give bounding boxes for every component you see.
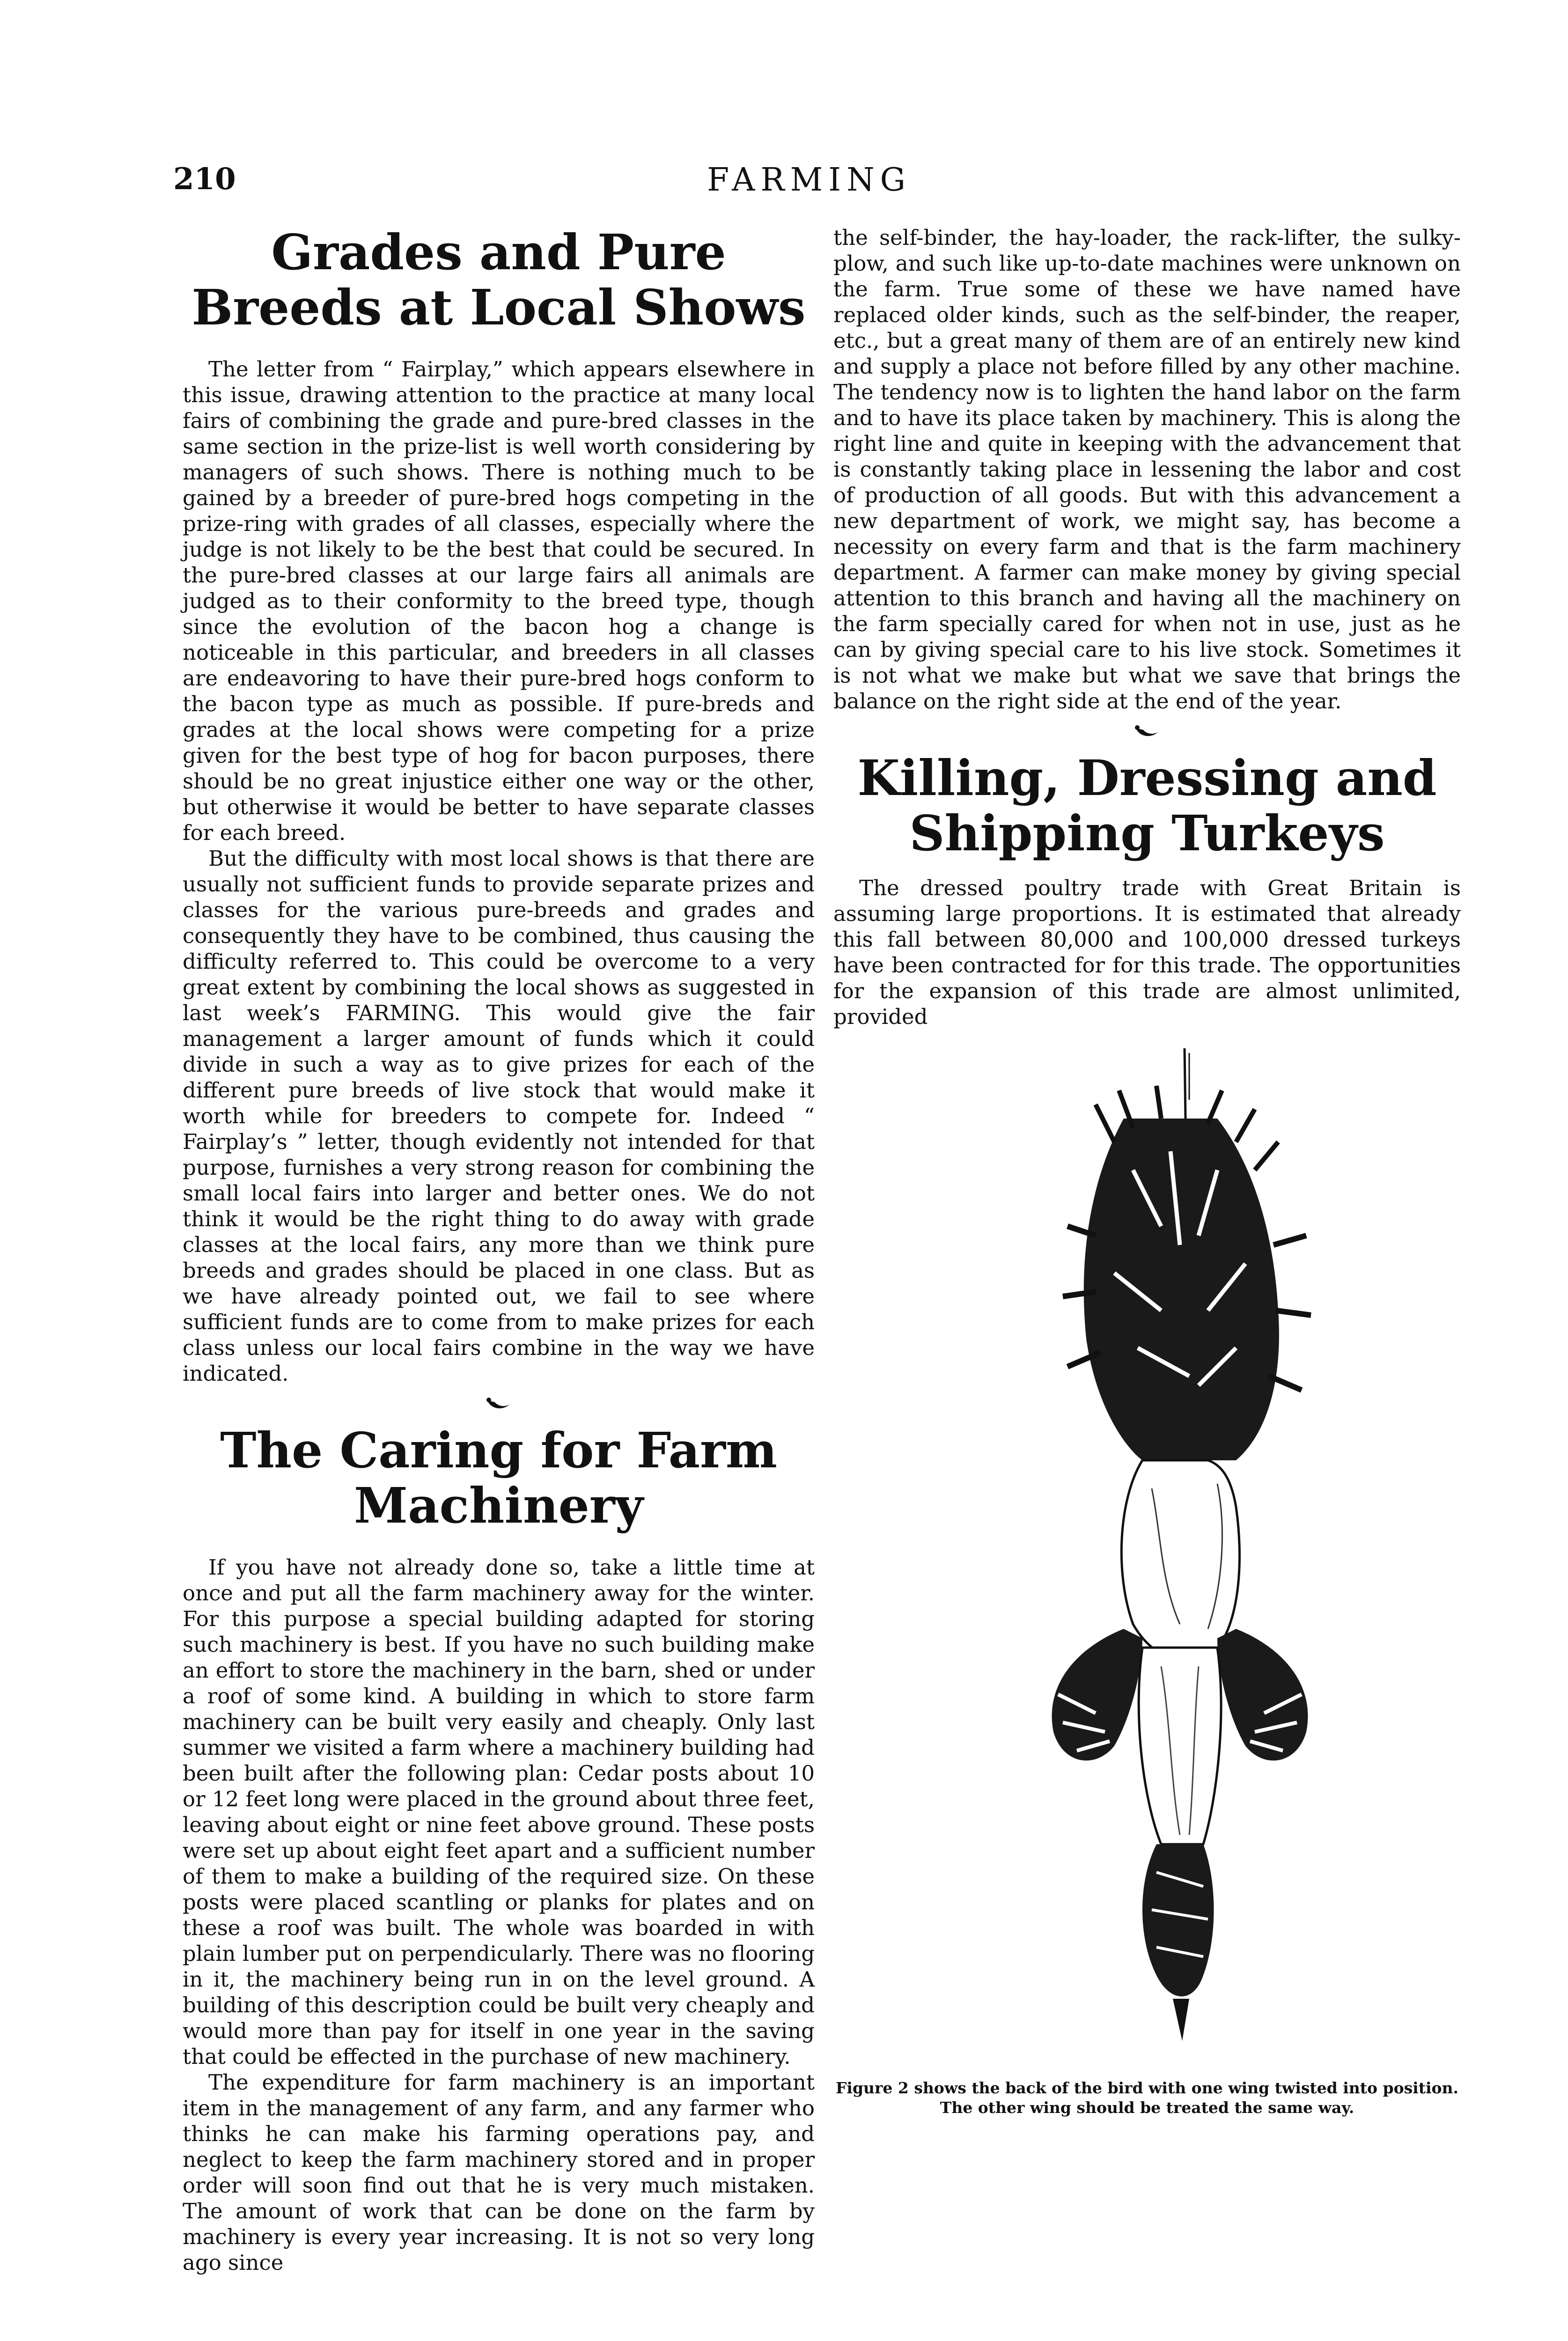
article-paragraph: The letter from “ Fairplay,” which appears elsewhere in this issue, drawing attention to the practice at many local fairs of combining the grade and pure-bred classes in the same section in the prize-list is well worth considering by managers of such shows. There is nothing much to be gained by a breeder of pure-bred hogs competing in the prize-ring with grades of all classes, especially where the judge is not likely to be the best that could be secured. In the pure-bred classes at our large fairs all animals are judged as to their conformity to the breed type, though since the evolution of the bacon hog a change is noticeable in this particular, and breeders in all classes are endeavoring to have their pure-bred hogs conform to the bacon type as much as possible. If pure-breds and grades at the local shows were competing for a prize given for the best type of hog for bacon purposes, there should be no great injustice either one way or the other, but otherwise it would be better to have separate classes for each breed.	[183, 357, 815, 845]
hanging-turkey-illustration	[833, 1048, 1461, 2074]
article-title-turkeys: Killing, Dressing and Shipping Turkeys	[857, 749, 1437, 862]
figure-caption: Figure 2 shows the back of the bird with one wing twisted into position. The other wing should be treated the same way.	[836, 2079, 1458, 2117]
right-column	[833, 225, 1461, 2118]
article-title-grades: Grades and Pure Breeds at Local Shows	[191, 223, 806, 336]
article-continuation: the self-binder, the hay-loader, the rack-lifter, the sulky-plow, and such like up-to-date machines were unknown on the farm. True some of these we have named have replaced older kinds, such as the self-binder, the reaper, etc., but a great many of them are of an entirely new kind and supply a place not before filled by any other machine. The tendency now is to lighten the hand labor on the farm and to have its place taken by machinery. This is along the right line and quite in keeping with the advancement that is constantly taking place in lessening the labor and cost of production of all goods. But with this advancement a new department of work, we might say, has become a necessity on every farm and that is the farm machinery department. A farmer can make money by giving special attention to this branch and having all the machinery on the farm specially cared for when not in use, just as he can by giving special care to his live stock. Sometimes it is not what we make but what we save that brings the balance on the right side at the end of the year.	[833, 225, 1461, 714]
running-title: FARMING	[707, 162, 911, 199]
left-column	[183, 225, 815, 2275]
article-paragraph: If you have not already done so, take a little time at once and put all the farm machinery away for the winter. For this purpose a special building adapted for storing such machinery is best. If you have no such building make an effort to store the machinery in the barn, shed or under a roof of some kind. A building in which to store farm machinery can be built very easily and cheaply. Only last summer we visited a farm where a machinery building had been built after the following plan: Cedar posts about 10 or 12 feet long were placed in the ground about three feet, leaving about eight or nine feet above ground. These posts were set up about eight feet apart and a sufficient number of them to make a building of the required size. On these posts were placed scantling or planks for plates and on these a roof was built. The whole was boarded in with plain lumber put on perpendicularly. There was no flooring in it, the machinery being run in on the level ground. A building of this description could be built very cheaply and would more than pay for itself in one year in the saving that could be effected in the purchase of new machinery.	[183, 1555, 815, 2069]
section-ornament-icon	[1133, 724, 1161, 740]
section-ornament-icon	[485, 1397, 513, 1413]
article-paragraph: But the difficulty with most local shows is that there are usually not sufficient funds to provide separate prizes and classes for the various pure-breeds and grades and consequently they have to be combined, thus causing the difficulty referred to. This could be overcome to a very great extent by combining the local shows as suggested in last week’s FARMING. This would give the fair management a larger amount of funds which it could divide in such a way as to give prizes for each of the different pure breeds of live stock that would make it worth while for breeders to compete for. Indeed “ Fairplay’s ” letter, though evidently not intended for that purpose, furnishes a very strong reason for combining the small local fairs into larger and better ones. We do not think it would be the right thing to do away with grade classes at the local fairs, any more than we think pure breeds and grades should be placed in one class. But as we have already pointed out, we fail to see where sufficient funds are to come from to make prizes for each class unless our local fairs combine in the way we have indicated.	[183, 846, 815, 1386]
page-number: 210	[173, 162, 236, 197]
article-paragraph: The dressed poultry trade with Great Britain is assuming large proportions. It is estimated that already this fall between 80,000 and 100,000 dressed turkeys have been contracted for for this trade. The opportunities for the expansion of this trade are almost unlimited, provided	[833, 876, 1461, 1029]
turkey-figure	[833, 1048, 1461, 2074]
article-paragraph: The expenditure for farm machinery is an important item in the management of any farm, and any farmer who thinks he can make his farming operations pay, and neglect to keep the farm machinery stored and in proper order will soon find out that he is very much mistaken. The amount of work that can be done on the farm by machinery is every year increasing. It is not so very long ago since	[183, 2070, 815, 2275]
article-title-machinery: The Caring for Farm Machinery	[220, 1421, 777, 1534]
